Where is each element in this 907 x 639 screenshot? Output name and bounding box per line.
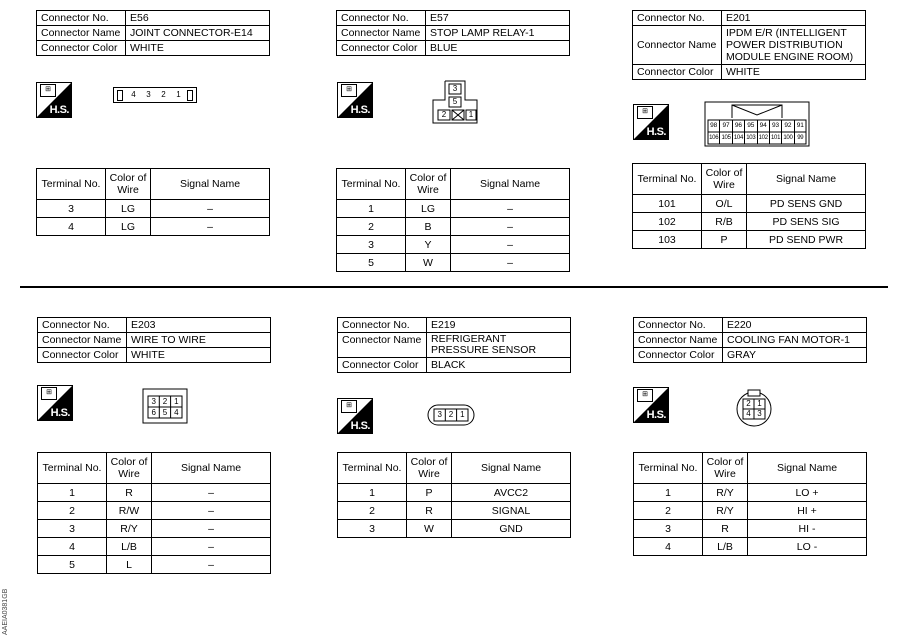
table-row: 3 R HI - [634,520,867,538]
connector-color-value: WHITE [126,41,270,56]
table-row: 5 L – [38,556,271,574]
table-row: 5 W – [337,254,570,272]
signal-name-header: Signal Name [747,164,866,195]
connector-no-label: Connector No. [337,11,426,26]
hs-icon: ⊞ H.S. [337,398,373,434]
connector-color-value: BLACK [427,358,571,373]
terminal-no-header: Terminal No. [634,453,703,484]
hs-icon: ⊞ H.S. [337,82,373,118]
connector-name-label: Connector Name [37,26,126,41]
section-divider [20,286,888,288]
harness-side-icon: ⊞ [637,106,653,119]
connector-color-label: Connector Color [337,41,426,56]
pin-label: 2 [161,90,166,99]
terminal-table-e219 [337,452,571,538]
terminal-no-header: Terminal No. [337,169,406,200]
table-row: 103 P PD SEND PWR [633,231,866,249]
connector-face-e57 [432,80,478,124]
connector-name-value: IPDM E/R (INTELLIGENT POWER DISTRIBUTION MODULE ENGINE ROOM) [722,26,866,65]
signal-name-header: Signal Name [452,453,571,484]
connector-name-label: Connector Name [633,26,722,65]
signal-name-header: Signal Name [451,169,570,200]
table-row: 1 P AVCC2 [338,484,571,502]
connector-color-label: Connector Color [633,65,722,80]
color-of-wire-header: Color of Wire [106,169,151,200]
connector-name-value: STOP LAMP RELAY-1 [426,26,570,41]
color-of-wire-header: Color of Wire [107,453,152,484]
connector-color-value: BLUE [426,41,570,56]
pin-label: 2 [441,110,447,119]
terminal-table-e203 [37,452,271,574]
connector-name-value: JOINT CONNECTOR-E14 [126,26,270,41]
table-row: 3 LG – [37,200,270,218]
connector-color-value: WHITE [722,65,866,80]
connector-no-label: Connector No. [37,11,126,26]
table-row: 4 L/B – [38,538,271,556]
connector-face-e203: 3 2 1 6 5 4 [142,388,188,424]
table-row: 2 R/W – [38,502,271,520]
signal-name-header: Signal Name [151,169,270,200]
connector-no-value: E201 [722,11,866,26]
harness-side-icon: ⊞ [341,400,357,413]
terminal-table-e56 [36,168,270,236]
table-row: 4 LG – [37,218,270,236]
connector-color-value: WHITE [127,348,271,363]
terminal-table-e201 [632,163,866,249]
pin-label: 1 [176,90,181,99]
table-row: 4 L/B LO - [634,538,867,556]
pin-label: 1 [468,110,474,119]
table-row: 1 R/Y LO + [634,484,867,502]
color-of-wire-header: Color of Wire [407,453,452,484]
table-row: 1 R – [38,484,271,502]
connector-color-label: Connector Color [634,348,723,363]
connector-color-value: GRAY [723,348,867,363]
harness-side-icon: ⊞ [637,389,653,402]
connector-name-label: Connector Name [634,333,723,348]
connector-color-label: Connector Color [38,348,127,363]
signal-name-header: Signal Name [152,453,271,484]
pin-label: 3 [452,84,458,93]
connector-no-label: Connector No. [633,11,722,26]
pin-label: 4 [131,90,136,99]
connector-no-label: Connector No. [38,318,127,333]
connector-name-label: Connector Name [38,333,127,348]
table-row: 2 R SIGNAL [338,502,571,520]
pin-label: 5 [452,97,458,106]
figure-code: AAEIA0381GB [2,588,9,635]
connector-name-value: WIRE TO WIRE [127,333,271,348]
table-row: 3 Y – [337,236,570,254]
connector-no-label: Connector No. [338,318,427,333]
connector-info-e56 [36,10,270,56]
pin-label: 3 [146,90,151,99]
table-row: 1 LG – [337,200,570,218]
harness-side-icon: ⊞ [341,84,357,97]
signal-name-header: Signal Name [748,453,867,484]
hs-icon: ⊞ H.S. [37,385,73,421]
connector-info-e220 [633,317,867,363]
connector-face-e56 [113,87,197,103]
table-row: 101 O/L PD SENS GND [633,195,866,213]
connector-info-e203 [37,317,271,363]
connector-no-value: E203 [127,318,271,333]
connector-face-e219: 3 2 1 [427,404,475,426]
connector-name-value: REFRIGERANT PRESSURE SENSOR [427,333,571,358]
harness-side-icon: ⊞ [40,84,56,97]
table-row: 3 W GND [338,520,571,538]
connector-no-label: Connector No. [634,318,723,333]
connector-color-label: Connector Color [338,358,427,373]
color-of-wire-header: Color of Wire [406,169,451,200]
harness-side-icon: ⊞ [41,387,57,400]
terminal-no-header: Terminal No. [38,453,107,484]
color-of-wire-header: Color of Wire [703,453,748,484]
connector-name-label: Connector Name [337,26,426,41]
connector-name-label: Connector Name [338,333,427,358]
hs-icon: ⊞ H.S. [36,82,72,118]
connector-no-value: E57 [426,11,570,26]
table-row: 2 B – [337,218,570,236]
connector-info-e219 [337,317,571,373]
hs-icon: ⊞ H.S. [633,387,669,423]
table-row: 3 R/Y – [38,520,271,538]
connector-name-value: COOLING FAN MOTOR-1 [723,333,867,348]
connector-color-label: Connector Color [37,41,126,56]
terminal-table-e220 [633,452,867,556]
connector-no-value: E56 [126,11,270,26]
connector-no-value: E220 [723,318,867,333]
connector-face-e201: 98 97 96 95 94 93 92 91 106 105 104 103 102 101 100 99 [704,101,810,147]
color-of-wire-header: Color of Wire [702,164,747,195]
connector-no-value: E219 [427,318,571,333]
connector-face-e220: 2 1 4 3 [735,389,773,427]
terminal-table-e57 [336,168,570,272]
table-row: 2 R/Y HI + [634,502,867,520]
connector-info-e57 [336,10,570,56]
terminal-no-header: Terminal No. [37,169,106,200]
terminal-no-header: Terminal No. [338,453,407,484]
table-row: 102 R/B PD SENS SIG [633,213,866,231]
hs-icon: ⊞ H.S. [633,104,669,140]
connector-info-e201 [632,10,866,80]
terminal-no-header: Terminal No. [633,164,702,195]
